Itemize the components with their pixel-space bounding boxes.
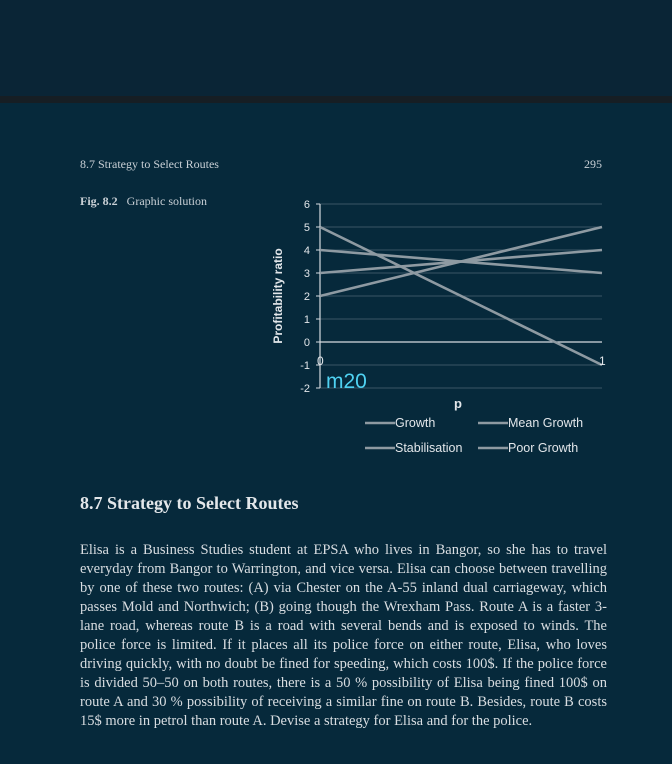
figure-label: Fig. 8.2 bbox=[80, 194, 118, 208]
x-tick-start: 0 bbox=[317, 354, 324, 368]
line-chart bbox=[260, 190, 620, 470]
chart-legend bbox=[365, 416, 583, 455]
y-tick-label: 4 bbox=[303, 245, 310, 257]
x-axis-label: p bbox=[454, 396, 462, 411]
y-tick-label: 1 bbox=[303, 314, 310, 326]
y-tick-label: -2 bbox=[300, 383, 310, 395]
y-tick-label: 3 bbox=[303, 268, 310, 280]
y-tick-label: 6 bbox=[303, 199, 310, 211]
y-tick-label: 2 bbox=[303, 291, 310, 303]
section-title: 8.7 Strategy to Select Routes bbox=[80, 493, 299, 513]
legend-label: Mean Growth bbox=[508, 416, 584, 430]
y-tick-labels bbox=[300, 199, 310, 395]
top-divider-band bbox=[0, 96, 672, 103]
y-tick-label: 0 bbox=[303, 337, 310, 349]
y-tick-label: -1 bbox=[300, 360, 310, 372]
legend-label: Poor Growth bbox=[508, 441, 579, 455]
figure-caption-text: Graphic solution bbox=[126, 194, 207, 208]
running-header: 8.7 Strategy to Select Routes bbox=[80, 157, 219, 171]
legend-label: Growth bbox=[395, 416, 436, 430]
x-tick-end: 1 bbox=[599, 354, 606, 368]
legend-label: Stabilisation bbox=[395, 441, 463, 455]
top-dark-band bbox=[0, 0, 672, 96]
figure-caption bbox=[80, 194, 207, 209]
watermark-m20: m20 bbox=[326, 370, 367, 393]
y-tick-label: 5 bbox=[303, 222, 310, 234]
body-paragraph: Elisa is a Business Studies student at EPSA who lives in Bangor, so she has to travel everyday from Bangor to Warrington, and vice versa. Elisa can choose between travelling by one of these two routes: (A) via Chester on the A-55 inland dual carriageway, which passes Mold and Northwich; (B) going though the Wrexham Pass. Route A is a faster 3-lane road, whereas route B is a road with several bends and is exposed to winds. The police force is limited. If it places all its police force on either route, Elisa, who loves driving quickly, with no doubt be fined for speeding, which costs 100$. If the police force is divided 50–50 on both routes, there is a 50 % possibility of Elisa being fined 100$ on route A and 30 % possibility of receiving a similar fine on route B. Besides, route B costs 15$ more in petrol than route A. Devise a strategy for Elisa and for the police. bbox=[80, 542, 607, 729]
page-number: 295 bbox=[584, 157, 602, 171]
y-axis-label: Profitability ratio bbox=[271, 248, 285, 344]
